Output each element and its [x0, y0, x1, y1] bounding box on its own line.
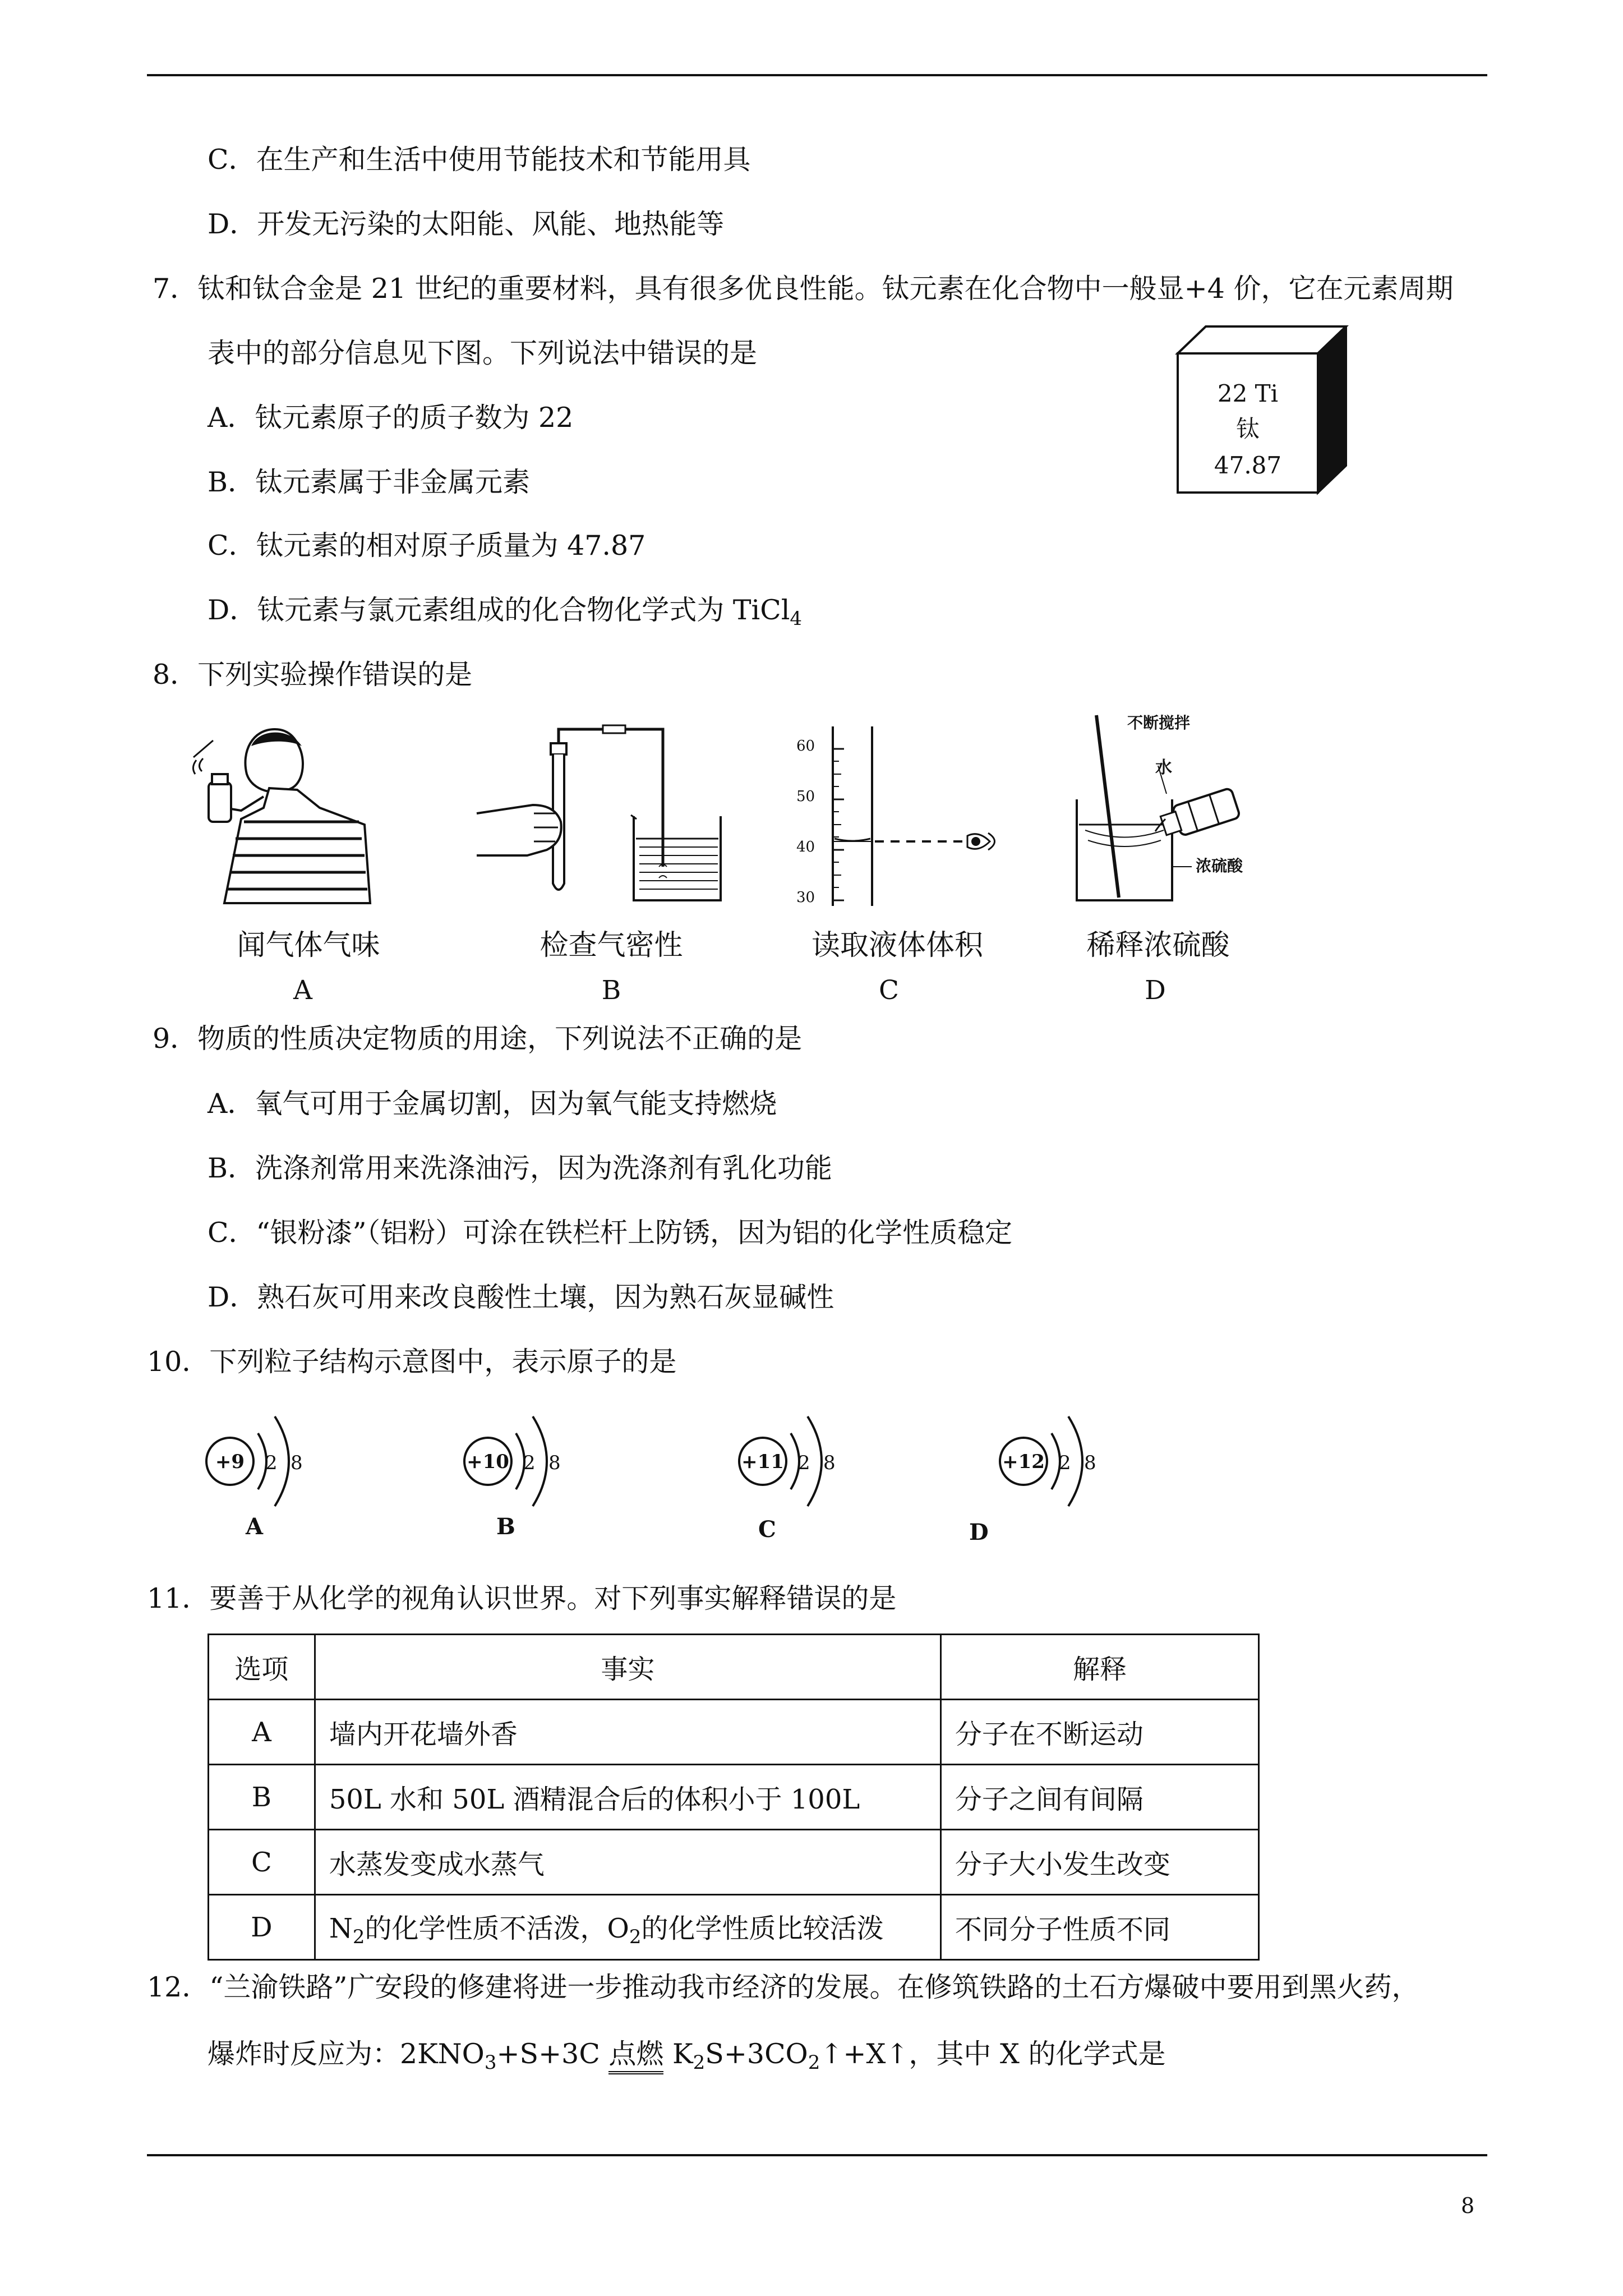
- q8-letter-a: A: [293, 975, 312, 1006]
- q7-option-b: B．钛元素属于非金属元素: [208, 466, 531, 498]
- row-fact: 水蒸发变成水蒸气: [315, 1830, 940, 1895]
- row-explanation: 分子在不断运动: [940, 1700, 1258, 1765]
- q8-caption-a: 闻气体气味: [237, 929, 380, 962]
- q9-stem: 9．物质的性质决定物质的用途，下列说法不正确的是: [153, 1023, 803, 1055]
- airtightness-check-illustration: [471, 721, 740, 906]
- q7-option-c: C．钛元素的相对原子质量为 47.87: [208, 530, 646, 562]
- q8-stem: 8．下列实验操作错误的是: [153, 659, 473, 691]
- q8-caption-d: 稀释浓硫酸: [1086, 929, 1230, 962]
- dilute-sulfuric-acid-illustration: [1060, 712, 1245, 909]
- label-water: 水: [1155, 758, 1172, 777]
- q7-option-d-text: D．钛元素与氯元素组成的化合物化学式为 TiCl: [208, 594, 790, 626]
- cylinder-tick-60: 60: [796, 738, 815, 754]
- equation-products: S+3CO: [705, 2038, 808, 2070]
- cylinder-tick-40: 40: [796, 839, 815, 855]
- row-option: C: [209, 1830, 315, 1895]
- particle-d-letter: D: [969, 1519, 989, 1545]
- q7-option-d: [208, 593, 802, 636]
- equation-sub-2b: 2: [808, 2051, 820, 2074]
- q7-stem-line1: 7．钛和钛合金是 21 世纪的重要材料，具有很多优良性能。钛元素在化合物中一般显+4 价，它在元素周期: [153, 273, 1454, 305]
- q9-option-b: B．洗涤剂常用来洗涤油污，因为洗涤剂有乳化功能: [208, 1152, 833, 1184]
- header-option: 选项: [209, 1635, 315, 1700]
- label-stir: 不断搅拌: [1127, 714, 1191, 732]
- row-explanation: 分子大小发生改变: [940, 1830, 1258, 1895]
- page-number: 8: [1461, 2193, 1475, 2218]
- graduated-cylinder-illustration: [808, 721, 1009, 912]
- row-option: D: [209, 1895, 315, 1960]
- q7-option-d-subscript: 4: [790, 608, 803, 630]
- particle-c-nucleus: +11: [741, 1451, 784, 1473]
- row-option: A: [209, 1700, 315, 1765]
- particle-c-shell1: 2: [798, 1452, 810, 1474]
- fact-n2: N: [329, 1912, 353, 1944]
- q9-option-c: C．“银粉漆”（铝粉）可涂在铁栏杆上防锈，因为铝的化学性质稳定: [208, 1217, 1013, 1249]
- element-number-symbol: 22 Ti: [1217, 380, 1279, 407]
- cylinder-tick-50: 50: [796, 788, 815, 805]
- q7-stem-line2: 表中的部分信息见下图。下列说法中错误的是: [208, 337, 758, 369]
- header-fact: 事实: [315, 1635, 940, 1700]
- q9-option-a: A．氧气可用于金属切割，因为氧气能支持燃烧: [208, 1088, 777, 1120]
- table-row: [209, 1765, 1259, 1830]
- reaction-condition: 点燃: [608, 2038, 663, 2074]
- row-explanation: 分子之间有间隔: [940, 1765, 1258, 1830]
- equation-product-k: K: [663, 2038, 693, 2070]
- bottom-rule: [147, 2154, 1487, 2156]
- q7-option-a: A．钛元素原子的质子数为 22: [208, 402, 574, 434]
- q6-option-d: D．开发无污染的太阳能、风能、地热能等: [208, 208, 725, 240]
- row-option: B: [209, 1765, 315, 1830]
- q8-letter-c: C: [879, 975, 899, 1006]
- q8-caption-b: 检查气密性: [540, 929, 683, 962]
- q12-stem-line1: 12．“兰渝铁路”广安段的修建将进一步推动我市经济的发展。在修筑铁路的土石方爆破中要用到黑火药，: [147, 1971, 1419, 2003]
- equation-start: 爆炸时反应为：2KNO: [208, 2038, 485, 2070]
- boy-smelling-gas-illustration: [191, 724, 381, 909]
- table-header-row: [209, 1635, 1259, 1700]
- equation-reactants: +S+3C: [496, 2038, 609, 2070]
- fact-middle: 的化学性质不活泼，O: [365, 1912, 629, 1944]
- equation-end: ↑+X↑，其中 X 的化学式是: [820, 2038, 1166, 2070]
- particle-c-shell2: 8: [823, 1452, 836, 1474]
- q12-equation-line: [208, 2037, 1165, 2079]
- element-atomic-mass: 47.87: [1214, 452, 1282, 479]
- q6-option-c: C．在生产和生活中使用节能技术和节能用具: [208, 144, 751, 176]
- row-explanation: 不同分子性质不同: [940, 1895, 1258, 1960]
- q11-table: [208, 1634, 1260, 1961]
- particle-b-letter: B: [496, 1513, 515, 1540]
- cylinder-tick-30: 30: [796, 889, 815, 906]
- particle-d-shell1: 2: [1059, 1452, 1071, 1474]
- particle-a-shell2: 8: [291, 1452, 303, 1474]
- row-fact: 50L 水和 50L 酒精混合后的体积小于 100L: [315, 1765, 940, 1830]
- equation-sub-2a: 2: [693, 2051, 706, 2074]
- top-rule: [147, 74, 1487, 76]
- equation-sub-3: 3: [484, 2051, 497, 2074]
- q9-option-d: D．熟石灰可用来改良酸性土壤，因为熟石灰显碱性: [208, 1281, 834, 1313]
- particle-a-shell1: 2: [265, 1452, 278, 1474]
- header-explanation: 解释: [940, 1635, 1258, 1700]
- q8-letter-b: B: [601, 975, 621, 1006]
- fact-end: 的化学性质比较活泼: [641, 1912, 884, 1944]
- fact-n2-subscript: 2: [352, 1925, 365, 1948]
- q8-letter-d: D: [1145, 975, 1166, 1006]
- table-row: [209, 1895, 1259, 1960]
- table-row: [209, 1830, 1259, 1895]
- table-row: [209, 1700, 1259, 1765]
- label-concentrated-acid: 浓硫酸: [1196, 857, 1243, 875]
- q11-stem: 11．要善于从化学的视角认识世界。对下列事实解释错误的是: [147, 1582, 897, 1614]
- particle-b-shell1: 2: [523, 1452, 536, 1474]
- q8-caption-c: 读取液体体积: [811, 929, 983, 962]
- particle-d-nucleus: +12: [1002, 1451, 1045, 1473]
- fact-o2-subscript: 2: [629, 1925, 642, 1948]
- particle-b-shell2: 8: [548, 1452, 561, 1474]
- particle-c-letter: C: [758, 1516, 776, 1543]
- row-fact: [315, 1895, 940, 1960]
- particle-b-nucleus: +10: [467, 1451, 509, 1473]
- particle-a-nucleus: +9: [215, 1451, 245, 1473]
- particle-a-letter: A: [246, 1513, 264, 1540]
- q10-stem: 10．下列粒子结构示意图中，表示原子的是: [147, 1346, 677, 1378]
- particle-d-shell2: 8: [1084, 1452, 1096, 1474]
- row-fact: 墙内开花墙外香: [315, 1700, 940, 1765]
- element-name: 钛: [1235, 415, 1260, 443]
